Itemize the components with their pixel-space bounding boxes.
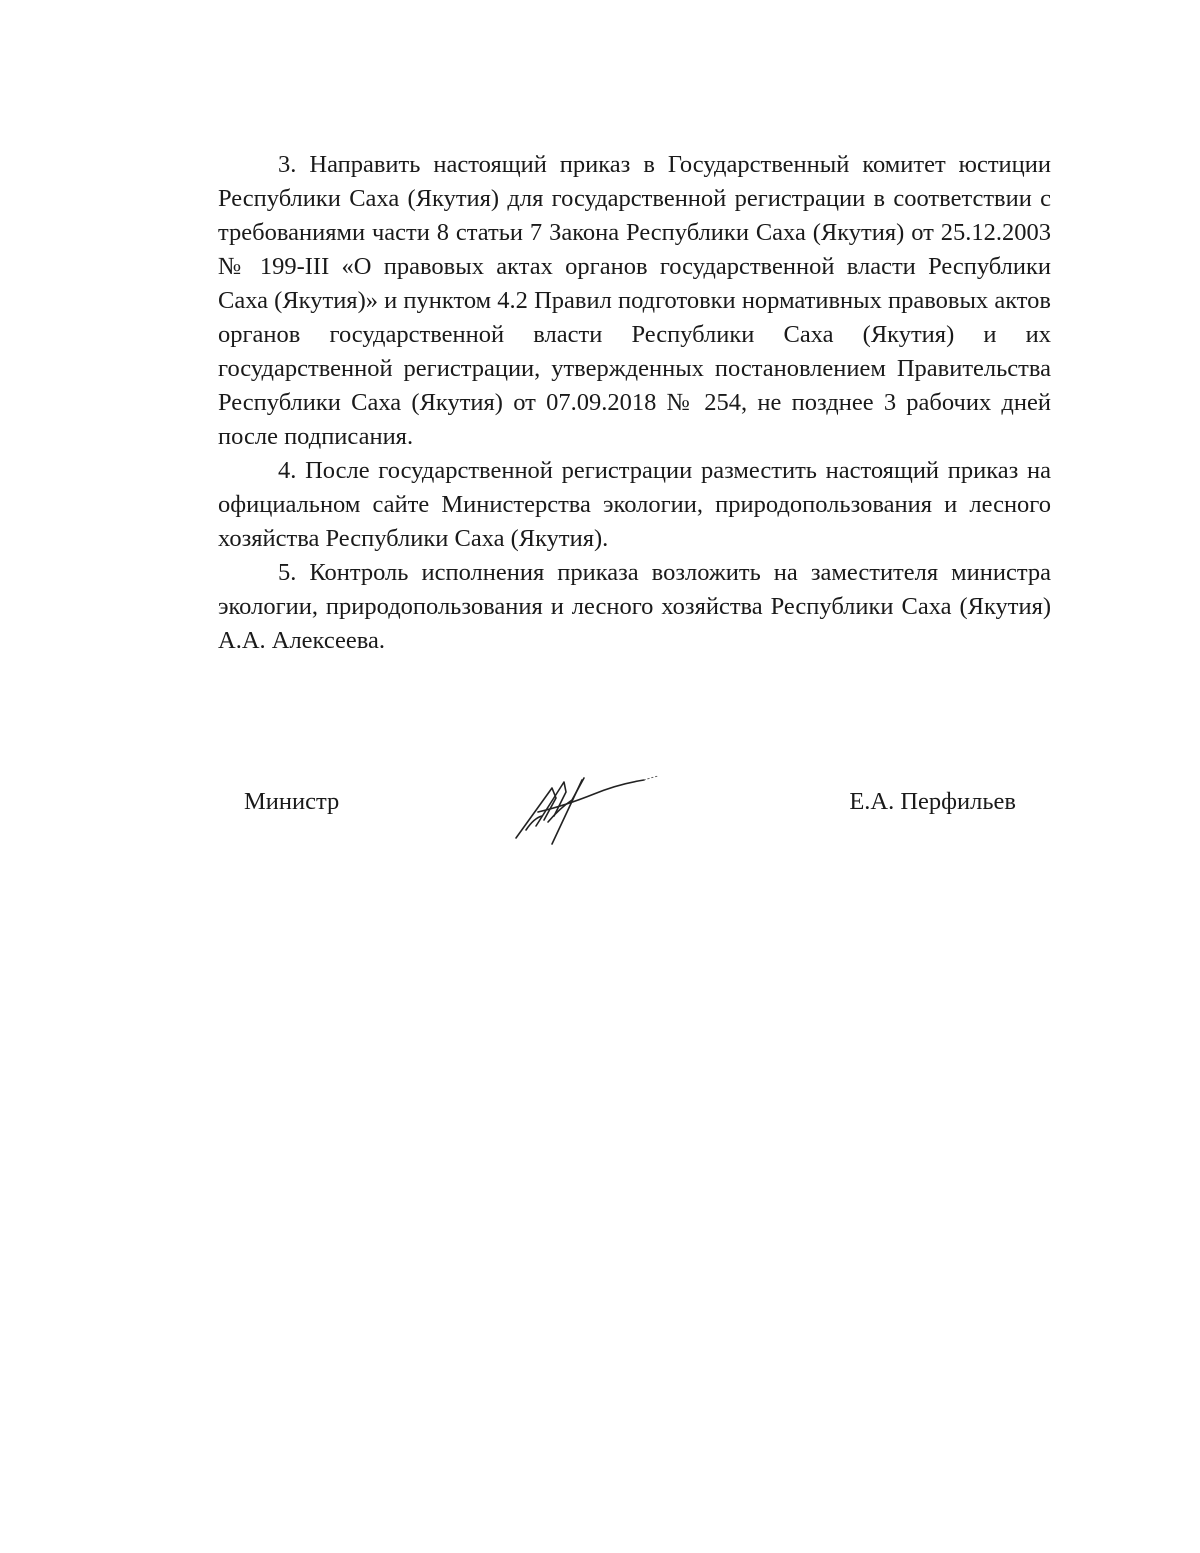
document-body — [218, 148, 1051, 658]
paragraph-5: 5. Контроль исполнения приказа возложить на заместителя министра экологии, природопользования и лесного хозяйства Республики Саха (Якутия) А.А. Алексеева. — [218, 559, 1051, 654]
signatory-title: Министр — [244, 788, 340, 815]
paragraph-4: 4. После государственной регистрации разместить настоящий приказ на официальном сайте Министерства экологии, природопользования и лесного хозяйства Республики Саха (Якутия). — [218, 457, 1051, 552]
signature-block — [218, 780, 1051, 870]
handwritten-signature — [514, 772, 660, 852]
paragraph-3: 3. Направить настоящий приказ в Государственный комитет юстиции Республики Саха (Якутия) для государственной регистрации в соответствии с требованиями части 8 статьи 7 Закона Республики Саха (Якутия) от 25.12.2003 № 199-III «О правовых актах органов государственной власти Республики Саха (Якутия)» и пунктом 4.2 Правил подготовки нормативных правовых актов органов государственной власти Республики Саха (Якутия) и их государственной регистрации, утвержденных постановлением Правительства Республики Саха (Якутия) от 07.09.2018 № 254, не позднее 3 рабочих дней после подписания. — [218, 151, 1051, 450]
signatory-name: Е.А. Перфильев — [849, 788, 1016, 815]
